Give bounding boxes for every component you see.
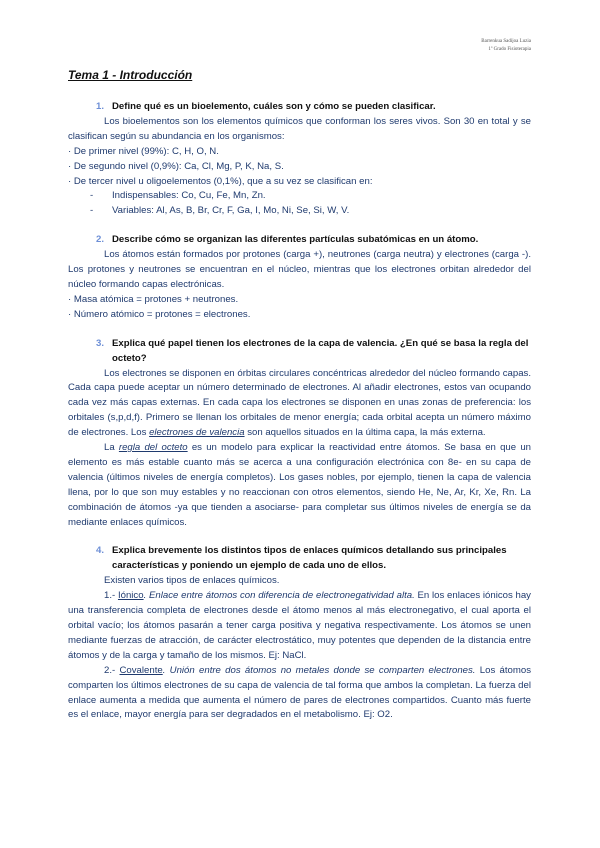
paragraph-text: Los átomos comparten los últimos electrones de su capa de valencia de tal forma que ambos la completan. La fuerza del enlace aumenta a medida que aumenta el número de pares de electrones compartidos. Cuanto más fuerte es el enlace, mayor energía para ser degradados en el metabolismo. Ej: O2. bbox=[68, 664, 531, 721]
paragraph-text: Los electrones se disponen en órbitas circulares concéntricas alrededor del núcleo formando capas. Cada capa puede aceptar un número determinado de electrones. Al añadir electrones, estos van ocupando cada vez más capas externas. En cada capa los electrones se disponen en unas zonas de preferencia: los orbitales (s,p,d,f). Primero se llenan los orbitales de menor energía; cada orbital acepta un número máximo de electrones. Los bbox=[68, 367, 531, 439]
list-item: · Número atómico = protones = electrones. bbox=[68, 308, 251, 320]
question-text: Define qué es un bioelemento, cuáles son y cómo se pueden clasificar. bbox=[112, 101, 436, 112]
question-4 bbox=[68, 544, 531, 574]
definition-text: . Unión entre dos átomos no metales donde se comparten electrones. bbox=[162, 664, 476, 676]
answer-paragraph: Los átomos están formados por protones (carga +), neutrones (carga neutra) y electrones (carga -). Los protones y neutrones se encuentran en el núcleo, mientras que los electrones orbitan alrededor del núcleo formando capas electrónicas. bbox=[68, 249, 531, 290]
page-title: Tema 1 - Introducción bbox=[68, 68, 193, 82]
term-highlight: Iónico bbox=[117, 590, 144, 602]
item-number: 1.- bbox=[104, 590, 118, 602]
answer-paragraph: Los bioelementos son los elementos químicos que conforman los seres vivos. Son 30 en total y se clasifican según su abundancia en los organismos: bbox=[68, 115, 531, 142]
paragraph-text: En los enlaces iónicos hay una transferencia completa de electrones desde el átomo menos al más electronegativo, el cual aporta el orbital vacío; los átomos pasarán a tener carga positiva y negativa respectivamente. Los átomos se unen mediante fuerzas de atracción, de carácter electrostático, muy potentes que dependen de la distancia entre átomos y de la carga y tamaño de los mismos. Ej: NaCl. bbox=[68, 590, 531, 661]
question-3 bbox=[68, 337, 531, 367]
question-1 bbox=[68, 100, 531, 115]
dash-bullet: - bbox=[90, 190, 94, 202]
answer-paragraph: Existen varios tipos de enlaces químicos. bbox=[104, 575, 280, 587]
list-item: · De primer nivel (99%): C, H, O, N. bbox=[68, 145, 219, 157]
term-highlight: electrones de valencia bbox=[149, 427, 245, 439]
page-header bbox=[481, 38, 531, 54]
answer-paragraph bbox=[68, 664, 531, 724]
question-text: Describe cómo se organizan las diferentes partículas subatómicas en un átomo. bbox=[112, 234, 479, 246]
term-highlight: regla del octeto bbox=[118, 442, 188, 454]
sub-list-text: Indispensables: Co, Cu, Fe, Mn, Zn. bbox=[112, 190, 266, 202]
author-name: Barrenkua Sadijoa Luzia bbox=[481, 39, 531, 44]
sub-list-item bbox=[68, 189, 531, 204]
list-item: · De tercer nivel u oligoelementos (0,1%), que a su vez se clasifican en: bbox=[68, 175, 373, 187]
question-2 bbox=[68, 233, 531, 248]
question-text: Explica qué papel tienen los electrones de la capa de valencia. ¿En qué se basa la regla del octeto? bbox=[112, 337, 529, 364]
question-number: 1. bbox=[95, 101, 104, 112]
list-item: · De segundo nivel (0,9%): Ca, Cl, Mg, P, K, Na, S. bbox=[68, 160, 284, 172]
definition-text: . Enlace entre átomos con diferencia de electronegatividad alta. bbox=[143, 590, 415, 602]
course-name: 1º Grado Fisioterapia bbox=[488, 47, 531, 52]
term-highlight: Covalente bbox=[119, 664, 163, 676]
answer-paragraph bbox=[68, 441, 531, 530]
answer-paragraph bbox=[68, 589, 531, 664]
question-number: 3. bbox=[95, 337, 104, 349]
paragraph-text: son aquellos situados en la última capa, la más externa. bbox=[244, 427, 486, 439]
item-number: 2.- bbox=[104, 664, 120, 676]
paragraph-text: La bbox=[104, 442, 119, 454]
document-body bbox=[68, 90, 531, 723]
list-item: · Masa atómica = protones + neutrones. bbox=[68, 293, 239, 305]
question-text: Explica brevemente los distintos tipos de enlaces químicos detallando sus principales características y poniendo un ejemplo de cada uno de ellos. bbox=[112, 545, 507, 572]
sub-list-text: Variables: Al, As, B, Br, Cr, F, Ga, I, Mo, Ni, Se, Si, W, V. bbox=[112, 205, 350, 217]
question-number: 4. bbox=[95, 545, 104, 557]
paragraph-text: es un modelo para explicar la reactividad entre átomos. Se basa en que un elemento es más estable cuanto más se acerca a una configuración electrónica con 8e- en su capa de valencia (últimos niveles de energía completos). Los gases nobles, por ejemplo, tienen la capa de valencia llena, por lo que son muy estables y no reaccionan con otros elementos, siendo He, Ne, Ar, Kr, Xe, Rn. La combinación de átomos -ya que tienden a asociarse- para completar sus últimos niveles de energía se da mediante enlaces químicos. bbox=[68, 442, 531, 528]
question-number: 2. bbox=[95, 234, 104, 246]
sub-list-item bbox=[68, 204, 531, 219]
dash-bullet: - bbox=[90, 205, 94, 217]
answer-paragraph bbox=[68, 367, 531, 442]
